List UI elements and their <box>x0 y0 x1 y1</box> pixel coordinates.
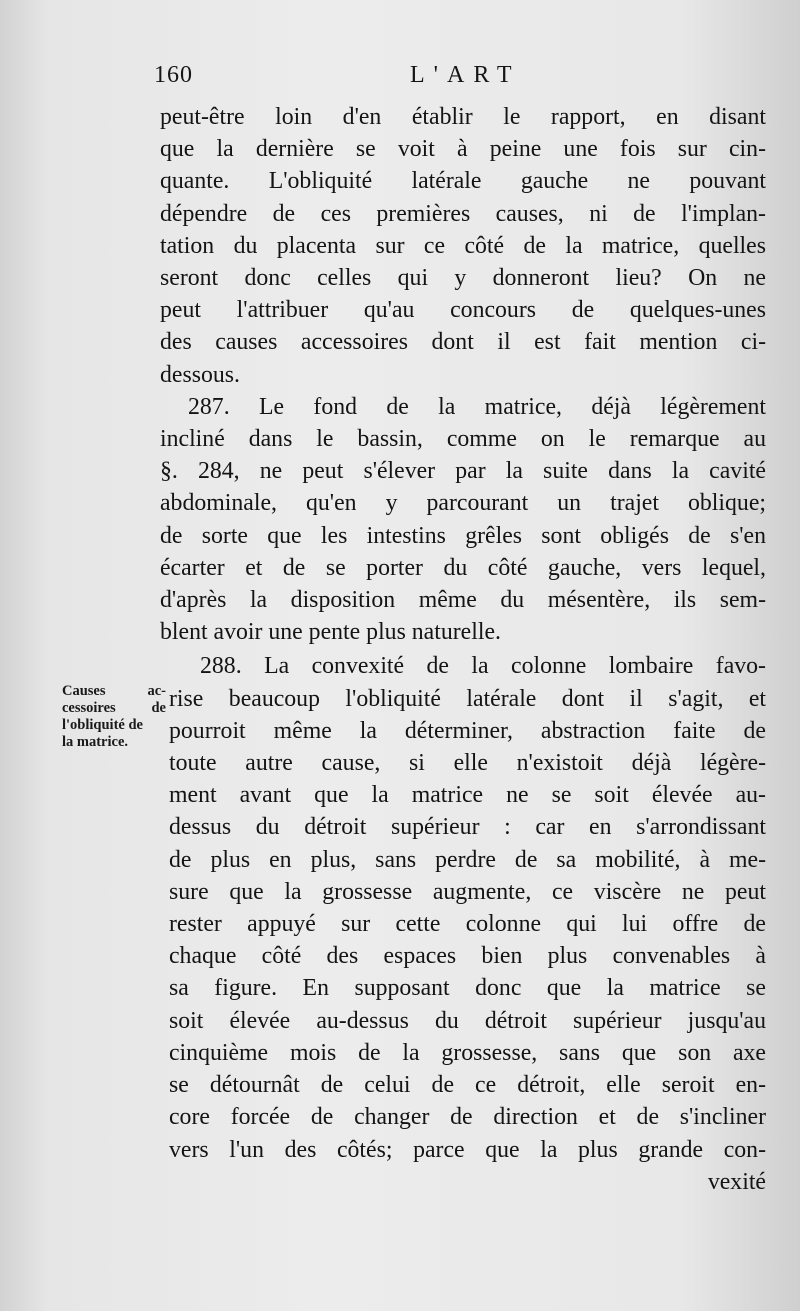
text-line: de sorte que les intestins grêles sont obligés de s'en <box>160 522 766 549</box>
text-line: dépendre de ces premières causes, ni de l'implan- <box>160 200 766 227</box>
page-header <box>148 62 788 98</box>
page-number: 160 <box>154 62 193 88</box>
text-line: soit élevée au-dessus du détroit supérieur jusqu'au <box>169 1007 766 1034</box>
margin-note-line: cessoires de <box>62 700 166 716</box>
text-line: rester appuyé sur cette colonne qui lui offre de <box>169 911 766 938</box>
paragraph-288-start: 288. La convexité de la colonne lombaire favo- <box>200 653 766 680</box>
text-line: toute autre cause, si elle n'existoit déjà légère- <box>169 750 766 777</box>
text-line: de plus en plus, sans perdre de sa mobilité, à me- <box>169 846 766 873</box>
margin-note <box>62 683 166 751</box>
body-text <box>160 101 766 1198</box>
text-line: core forcée de changer de direction et de s'incliner <box>169 1104 766 1131</box>
running-head: L'ART <box>410 62 521 88</box>
catchword: vexité <box>707 1168 766 1195</box>
text-line: blent avoir une pente plus naturelle. <box>160 619 501 646</box>
text-line: rise beaucoup l'obliquité latérale dont il s'agit, et <box>169 685 766 712</box>
text-line: incliné dans le bassin, comme on le remarque au <box>160 426 766 453</box>
margin-note-line: la matrice. <box>62 734 129 750</box>
text-line: que la dernière se voit à peine une fois sur cin- <box>160 136 766 163</box>
text-line: quante. L'obliquité latérale gauche ne pouvant <box>160 168 766 195</box>
text-line: d'après la disposition même du mésentère, ils sem- <box>160 587 766 614</box>
text-line: cinquième mois de la grossesse, sans que son axe <box>169 1039 766 1066</box>
text-line: des causes accessoires dont il est fait mention ci- <box>160 329 766 356</box>
text-line: tation du placenta sur ce côté de la matrice, quelles <box>160 232 766 259</box>
text-line: §. 284, ne peut s'élever par la suite dans la cavité <box>160 458 766 485</box>
margin-note-line: Causes ac- <box>62 683 166 699</box>
margin-note-line: l'obliquité de <box>62 717 143 733</box>
text-line: peut l'attribuer qu'au concours de quelques-unes <box>160 297 766 324</box>
paragraph-287-start: 287. Le fond de la matrice, déjà légèrement <box>188 393 766 420</box>
text-line: vers l'un des côtés; parce que la plus grande con- <box>169 1136 766 1163</box>
text-line: ment avant que la matrice ne se soit élevée au- <box>169 782 766 809</box>
text-line: abdominale, qu'en y parcourant un trajet oblique; <box>160 490 766 517</box>
text-line: peut-être loin d'en établir le rapport, en disant <box>160 104 766 130</box>
text-line: dessus du détroit supérieur : car en s'arrondissant <box>169 814 766 841</box>
text-line: chaque côté des espaces bien plus convenables à <box>169 943 766 970</box>
text-line: seront donc celles qui y donneront lieu? On ne <box>160 265 766 292</box>
text-line: pourroit même la déterminer, abstraction faite de <box>169 717 766 744</box>
text-line: se détournât de celui de ce détroit, elle seroit en- <box>169 1072 766 1099</box>
text-line: sure que la grossesse augmente, ce viscère ne peut <box>169 878 766 905</box>
text-line: dessous. <box>160 361 240 388</box>
text-line: écarter et de se porter du côté gauche, vers lequel, <box>160 554 766 581</box>
text-line: sa figure. En supposant donc que la matrice se <box>169 975 766 1002</box>
